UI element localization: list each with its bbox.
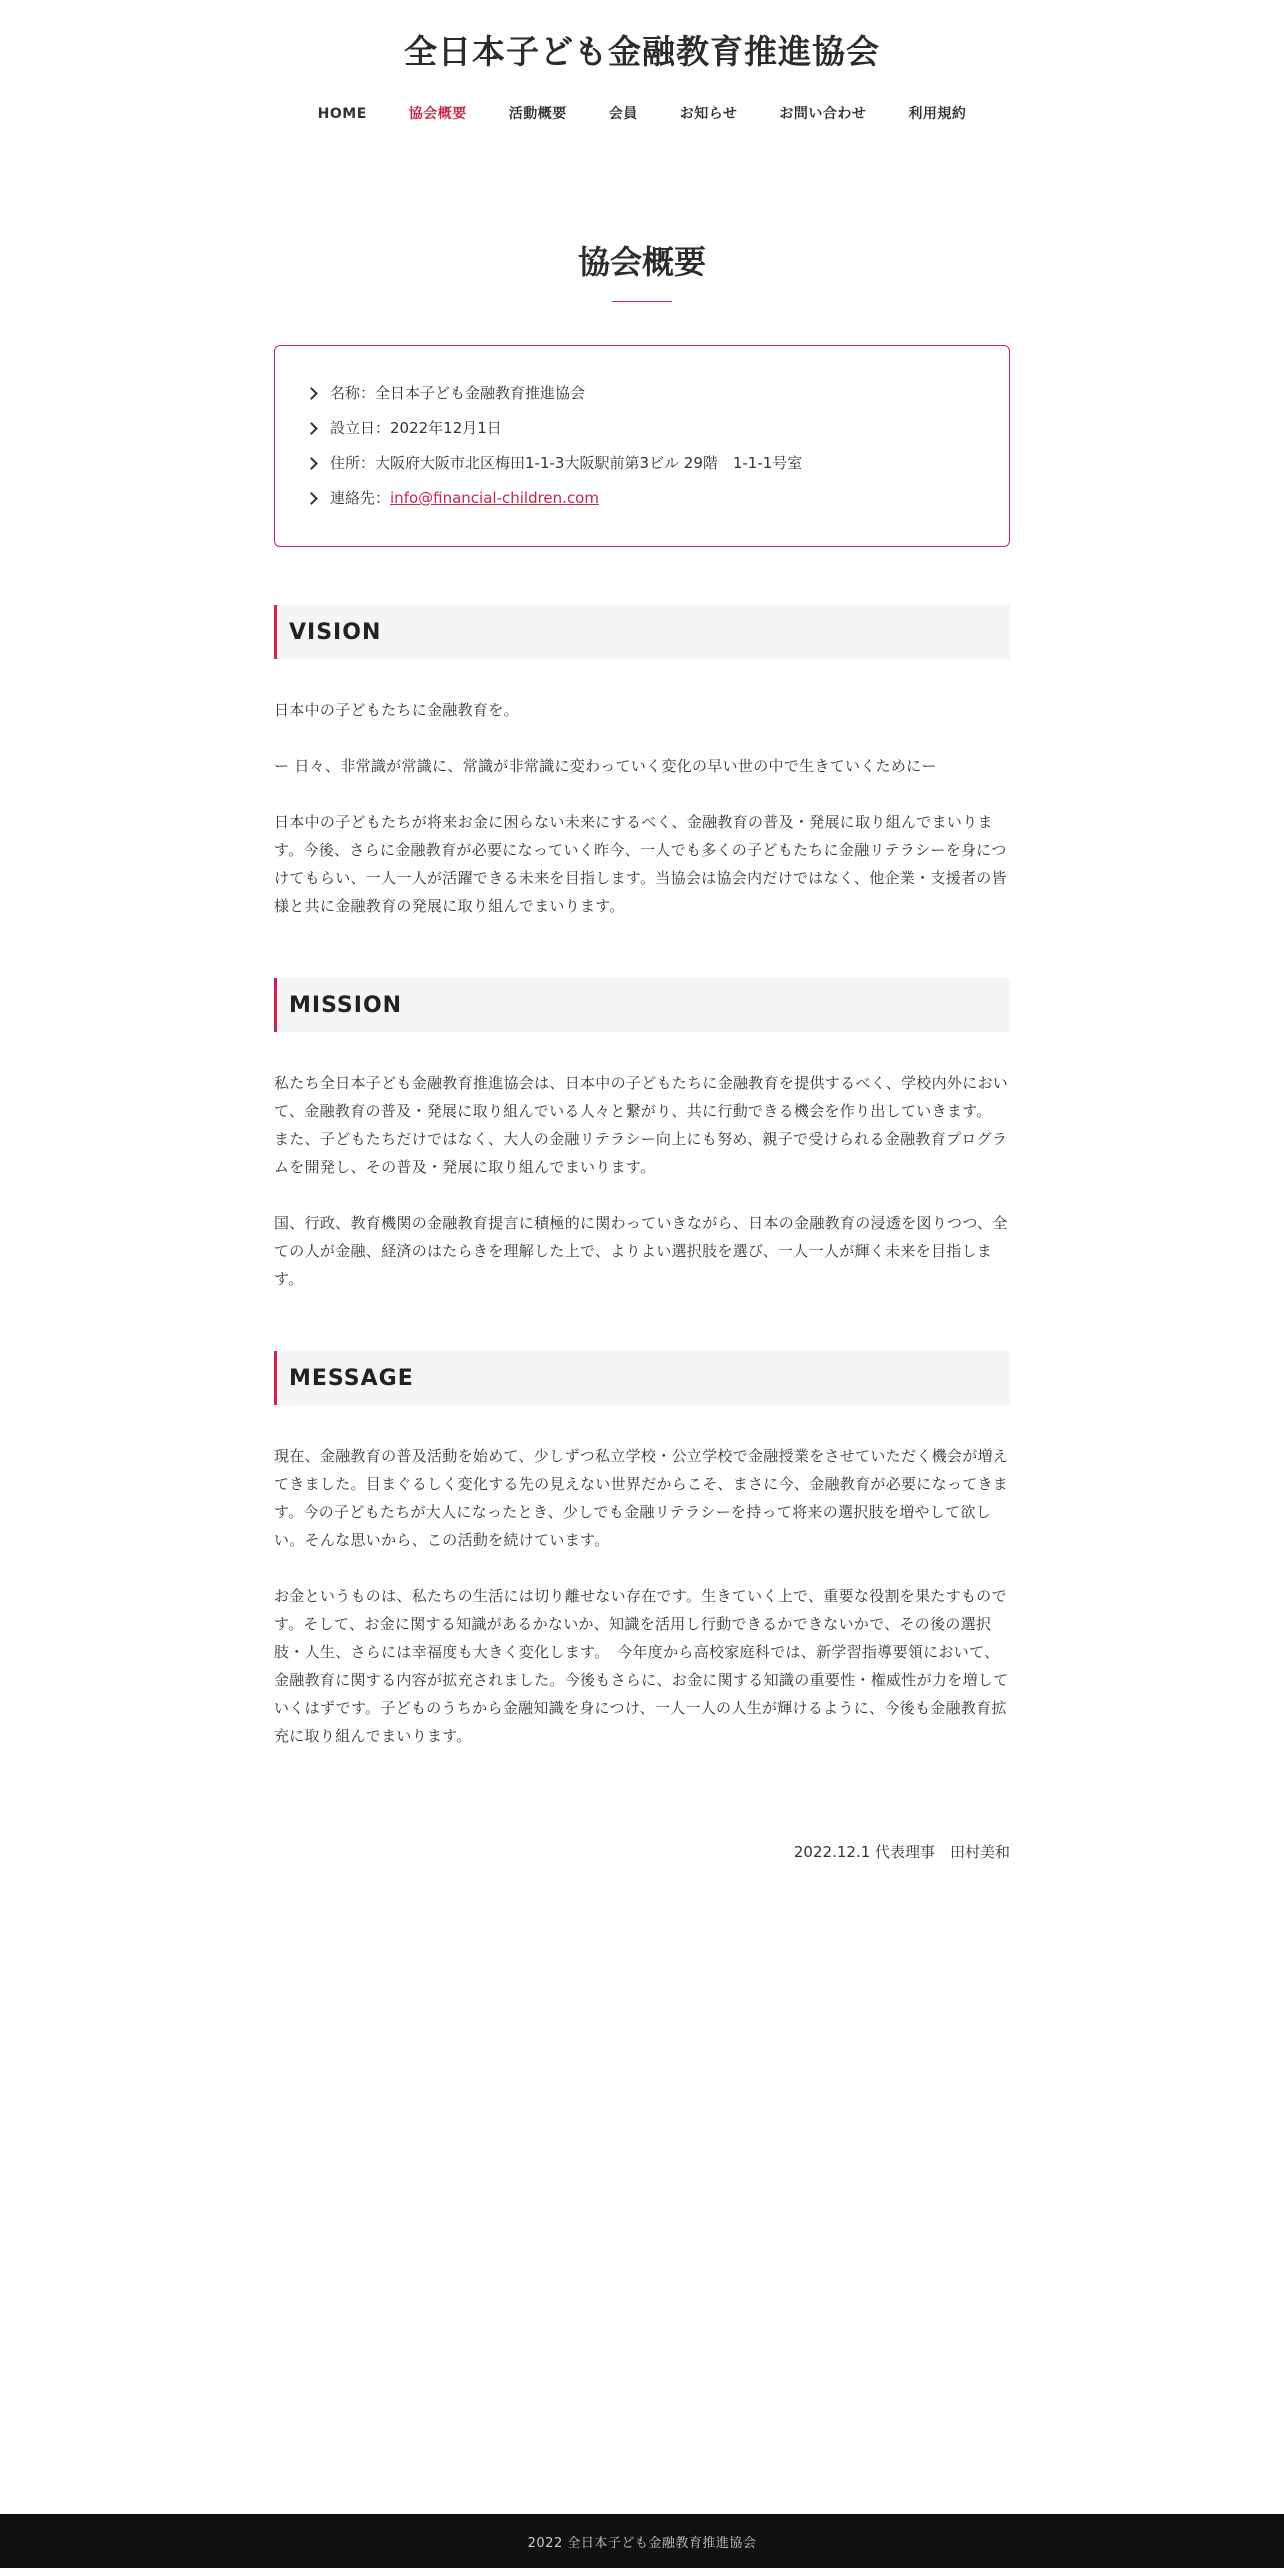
mission-paragraph: 国、行政、教育機関の金融教育提言に積極的に関わっていきながら、日本の金融教育の浸透を図りつつ、全ての人が金融、経済のはたらきを理解した上で、よりよい選択肢を選び、一人一人が輝く未来を目指します。 — [274, 1214, 1008, 1288]
message-body — [274, 1442, 1010, 1750]
nav-terms[interactable]: 利用規約 — [908, 106, 967, 122]
info-item-address — [305, 446, 979, 481]
info-item-name — [305, 376, 979, 411]
vision-paragraph: ー 日々、非常識が常識に、常識が非常識に変わっていく変化の早い世の中で生きていくためにー — [274, 757, 937, 775]
association-info-box — [274, 345, 1010, 547]
site-title[interactable]: 全日本子ども金融教育推進協会 — [404, 32, 880, 71]
message-paragraph: 現在、金融教育の普及活動を始めて、少しずつ私立学校・公立学校で金融授業をさせていただく機会が増えてきました。目まぐるしく変化する先の見えない世界だからこそ、まさに今、金融教育が必要になってきます。今の子どもたちが大人になったとき、少しでも金融リテラシーを持って将来の選択肢を増やして欲しい。そんな思いから、この活動を続けています。 — [274, 1447, 1009, 1549]
info-item-established — [305, 411, 979, 446]
page-title: 協会概要 — [577, 243, 706, 281]
mission-heading: MISSION — [274, 978, 1010, 1032]
mission-body — [274, 1069, 1010, 1293]
vision-body — [274, 696, 1010, 920]
nav-activities[interactable]: 活動概要 — [508, 106, 567, 122]
chevron-right-icon — [305, 492, 318, 505]
footer-copyright: 2022 全日本子ども金融教育推進協会 — [527, 2535, 757, 2551]
message-signature: 2022.12.1 代表理事 田村美和 — [793, 1843, 1010, 1861]
message-paragraph: お金というものは、私たちの生活には切り離せない存在です。生きていく上で、重要な役割を果たすものです。そして、お金に関する知識があるかないか、知識を活用し行動できるかできないかで、その後の選択肢・人生、さらには幸福度も大きく変化します。 今年度から高校家庭科では、新学習指導要領において、金融教育に関する内容が拡充されました。今後もさらに、お金に関する知識の重要性・権威性が力を増していくはずです。子どものうちから金融知識を身につけ、一人一人の人生が輝けるように、今後も金融教育拡充に取り組んでまいります。 — [274, 1587, 1009, 1745]
vision-paragraph: 日本中の子どもたちに金融教育を。 — [274, 701, 519, 719]
mission-paragraph: 私たち全日本子ども金融教育推進協会は、日本中の子どもたちに金融教育を提供するべく、学校内外において、金融教育の普及・発展に取り組んでいる人々と繋がり、共に行動できる機会を作り出していきます。 また、子どもたちだけではなく、大人の金融リテラシー向上にも努め、親子で受けられる金融教育プログラムを開発し、その普及・発展に取り組んでまいります。 — [274, 1074, 1009, 1176]
site-footer — [0, 2514, 1284, 2568]
nav-members[interactable]: 会員 — [608, 106, 638, 122]
info-established-text: 設立日：2022年12月1日 — [330, 419, 502, 437]
vision-paragraph: 日本中の子どもたちが将来お金に困らない未来にするべく、金融教育の普及・発展に取り組んでまいります。今後、さらに金融教育が必要になっていく昨今、一人でも多くの子どもたちに金融リテラシーを身につけてもらい、一人一人が活躍できる未来を目指します。当協会は協会内だけではなく、他企業・支援者の皆様と共に金融教育の発展に取り組んでまいります。 — [274, 813, 1007, 915]
nav-home[interactable]: HOME — [317, 106, 367, 122]
nav-about[interactable]: 協会概要 — [408, 106, 467, 122]
chevron-right-icon — [305, 457, 318, 470]
contact-email-link[interactable]: info@financial-children.com — [390, 489, 599, 507]
message-heading: MESSAGE — [274, 1351, 1010, 1405]
nav-contact[interactable]: お問い合わせ — [779, 106, 867, 122]
chevron-right-icon — [305, 422, 318, 435]
vision-heading: VISION — [274, 605, 1010, 659]
info-item-contact — [305, 481, 979, 516]
info-address-text: 住所：大阪府大阪市北区梅田1-1-3大阪駅前第3ビル 29階 1-1-1号室 — [330, 454, 803, 472]
nav-news[interactable]: お知らせ — [679, 106, 738, 122]
main-content — [274, 240, 1010, 1864]
info-name-text: 名称：全日本子ども金融教育推進協会 — [330, 384, 586, 402]
global-nav — [0, 104, 1284, 124]
title-underline — [612, 301, 672, 302]
info-list — [305, 376, 979, 516]
site-header — [0, 0, 1284, 124]
info-contact-label: 連絡先： — [330, 489, 391, 507]
chevron-right-icon — [305, 387, 318, 400]
